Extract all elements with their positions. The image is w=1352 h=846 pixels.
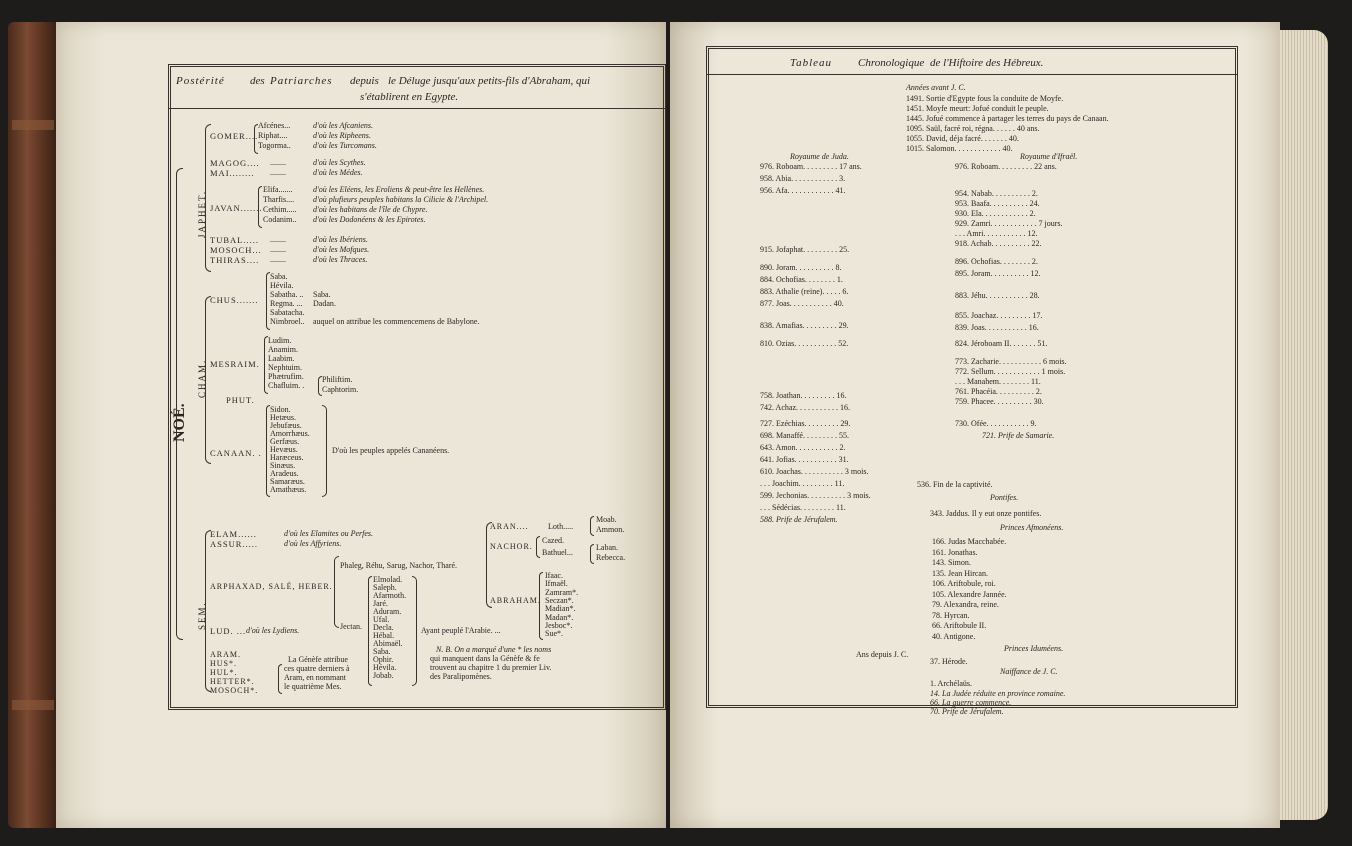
regma-son-dadan: Dadan. [313, 299, 336, 308]
madian: Madian*. [545, 604, 576, 613]
regma-son-saba: Saba. [313, 290, 331, 299]
jectan-son-9: Saba. [373, 647, 391, 656]
asmon-prince: 161. Jonathas. [932, 547, 978, 557]
juda-king: 599. Jechonias. . . . . . . . . . 3 mois. [760, 491, 871, 500]
left-title-1: Postérité [176, 75, 225, 87]
aradeus: Aradeus. [270, 469, 299, 478]
jectan-brace [368, 576, 372, 686]
javan-brace [258, 186, 262, 228]
israel-king: 953. Baafa. . . . . . . . . . 24. [955, 199, 1040, 208]
israel-heading: Royaume d'Ifraël. [1020, 152, 1078, 161]
israel-king: 759. Phacee. . . . . . . . . . 30. [955, 397, 1044, 406]
juda-king: 877. Joas. . . . . . . . . . . 40. [760, 299, 844, 308]
madan: Madan*. [545, 613, 574, 622]
jectan-son-11: Hévila. [373, 663, 397, 672]
genese-note-1: ces quatre derniers à [284, 664, 350, 673]
tubal: TUBAL..... [210, 235, 259, 245]
riphat: Riphat.... [258, 131, 288, 140]
israel-king: 773. Zacharie. . . . . . . . . . . 6 mois. [955, 357, 1067, 366]
jectan-son-0: Elmolad. [373, 575, 403, 584]
left-title-5: le Déluge jusqu'aux petits-fils d'Abraham, qui [388, 75, 591, 87]
tharfis: Tharfis.... [263, 195, 295, 204]
israel-king: 730. Ofée. . . . . . . . . . . 9. [955, 419, 1037, 428]
zamram: Zamram*. [545, 588, 579, 597]
juda-king: 610. Joachas. . . . . . . . . . . 3 mois. [760, 467, 869, 476]
jectan-son-6: Decla. [373, 623, 394, 632]
juda-king: 915. Jofaphat. . . . . . . . . 25. [760, 245, 850, 254]
after-2: 66. La guerre commence. [930, 698, 1012, 707]
juda-king: 956. Afa. . . . . . . . . . . . 41. [760, 186, 846, 195]
assur-desc: d'où les Affyriens. [284, 539, 342, 548]
left-title-4: depuis [350, 75, 379, 87]
javan: JAVAN....... [210, 203, 263, 213]
idum-heading: Princes Iduméens. [1004, 644, 1064, 653]
japhet-label: JAPHET. [197, 189, 207, 238]
bathuel: Bathuel... [542, 548, 573, 557]
mai-dots: ........ [270, 168, 286, 177]
top-line-5: 1015. Salomon. . . . . . . . . . . . 40. [906, 144, 1013, 153]
codanim-desc: d'où les Dodonéens & les Epirotes. [313, 215, 426, 224]
canaan-right-brace [322, 405, 327, 497]
jebufaeus: Jebufæus. [270, 421, 302, 430]
tubal-dots: ........ [270, 235, 286, 244]
seczan: Seczan*. [545, 596, 574, 605]
ans-depuis: Ans depuis J. C. [856, 650, 909, 659]
spine-band [12, 700, 54, 710]
juda-king: . . . Sédécias. . . . . . . . . 11. [760, 503, 846, 512]
afcenes: Afcénes... [258, 121, 291, 130]
cazed: Cazed. [542, 536, 564, 545]
hetaeus: Hetæus. [270, 413, 296, 422]
arabie-note: Ayant peuplé l'Arabie. ... [421, 626, 501, 635]
mai: MAI........ [210, 168, 255, 178]
isaac: Ifaac. [545, 571, 563, 580]
israel-king: 855. Joachaz. . . . . . . . . 17. [955, 311, 1043, 320]
israel-king: . . . Manahem. . . . . . . . 11. [955, 377, 1041, 386]
jectan-son-1: Saleph. [373, 583, 397, 592]
asmon-prince: 40. Antigone. [932, 631, 976, 641]
after-1: 14. La Judée réduite en province romaine. [930, 689, 1066, 698]
noe-label: NOÉ. [171, 403, 188, 442]
sem-label: SEM. [197, 601, 207, 630]
genese-note-3: le quatrième Mes. [284, 682, 342, 691]
right-title-2: Chronologique [858, 57, 925, 69]
thiras-desc: d'où les Thraces. [313, 255, 368, 264]
hevila: Hévila. [270, 281, 294, 290]
juda-king: 884. Ochofias. . . . . . . . 1. [760, 275, 843, 284]
spine-band [12, 120, 54, 130]
juda-king: 890. Joram. . . . . . . . . . 8. [760, 263, 842, 272]
riphat-desc: d'où les Ripheens. [313, 131, 371, 140]
mai-desc: d'où les Médes. [313, 168, 363, 177]
top-line-3: 1095. Saül, facré roi, régna. . . . . . 40 ans. [906, 124, 1040, 133]
gerfaeus: Gerfæus. [270, 437, 300, 446]
mosoch-desc: d'où les Mofques. [313, 245, 370, 254]
nimbroel: Nimbroel.. [270, 317, 305, 326]
juda-king: 641. Jofias. . . . . . . . . . . 31. [760, 455, 849, 464]
thiras-dots: ........ [270, 255, 286, 264]
asmon-prince: 106. Ariftobule, roi. [932, 579, 996, 588]
title-rule [168, 108, 666, 109]
israel-king: 883. Jéhu. . . . . . . . . . . 28. [955, 291, 1040, 300]
pontifes-heading: Pontifes. [990, 493, 1019, 502]
juda-heading: Royaume de Juda. [790, 152, 849, 161]
jectan-son-5: Ufal. [373, 615, 390, 624]
amathaeus: Amathæus. [270, 485, 307, 494]
chus: CHUS....... [210, 295, 259, 305]
israel-king: 895. Joram. . . . . . . . . . 12. [955, 269, 1041, 278]
top-line-1: 1451. Moyfe meurt: Jofué conduit le peuple. [906, 104, 1049, 113]
saba: Saba. [270, 272, 288, 281]
captivite: 536. Fin de la captivité. [917, 480, 993, 489]
asmon-prince: 66. Ariftobule II. [932, 621, 987, 630]
juda-king: 727. Ezéchias. . . . . . . . . 29. [760, 419, 851, 428]
cham-brace [205, 296, 211, 464]
israel-king: 839. Joas. . . . . . . . . . . 16. [955, 323, 1039, 332]
codanim: Codanim.. [263, 215, 297, 224]
asmon-prince: 166. Judas Macchabée. [932, 537, 1007, 546]
togorma-desc: d'où les Turcomans. [313, 141, 377, 150]
loth: Loth..... [548, 522, 574, 531]
sabatacha: Sabatacha. [270, 308, 305, 317]
asmon-prince: 105. Alexandre Jannée. [932, 589, 1007, 599]
regma: Regma. ... [270, 299, 303, 308]
laabim: Laabim. [268, 354, 295, 363]
jectan-son-12: Jobab. [373, 671, 394, 680]
cethim: Cethim..... [263, 205, 297, 214]
noe-brace [176, 168, 183, 640]
asmon-prince: 78. Hyrcan. [932, 610, 970, 620]
annees-heading: Années avant J. C. [906, 83, 966, 92]
aram: ARAM. [210, 650, 242, 659]
moab: Moab. [596, 515, 617, 524]
top-line-4: 1055. David, déja facré. . . . . . . 40. [906, 134, 1019, 143]
magog: MAGOG.... [210, 158, 260, 168]
israel-king: 954. Nabab. . . . . . . . . . 2. [955, 189, 1038, 198]
bathuel-brace [590, 544, 594, 564]
asmon-prince: 79. Alexandra, reine. [932, 600, 999, 609]
ludim: Ludim. [268, 336, 292, 345]
right-title-rule [706, 74, 1238, 75]
jectan-son-3: Jaré. [373, 599, 388, 608]
mosoch: MOSOCH... [210, 245, 262, 255]
tharfis-desc: d'où plufieurs peuples habitans la Cilicie & l'Archipel. [313, 195, 489, 204]
chafluim: Chafluim. . [268, 381, 305, 390]
asmon-prince: 135. Jean Hircan. [932, 568, 988, 578]
genese-note-2: Aram, en nommant [284, 673, 346, 682]
juda-king: . . . Joachim. . . . . . . . . 11. [760, 479, 845, 488]
cethim-desc: d'où les habitans de l'île de Chypre. [313, 205, 428, 214]
juda-king: 838. Amafias. . . . . . . . . 29. [760, 321, 849, 330]
left-title-2: des [250, 75, 265, 87]
elam-desc: d'où les Elamites ou Perfes. [284, 529, 374, 538]
laban: Laban. [596, 543, 618, 552]
israel-king: 930. Ela. . . . . . . . . . . . 2. [955, 209, 1036, 218]
canaan-desc: D'où les peuples appelés Cananéens. [332, 446, 450, 455]
israel-king: 761. Phacéia. . . . . . . . . . 2. [955, 387, 1042, 396]
jesboc: Jesboc*. [545, 621, 573, 630]
nimrod-desc: auquel on attribue les commencemens de Babylone. [313, 317, 480, 326]
sue: Sue*. [545, 629, 563, 638]
nb-note-3: des Paralipomènes. [430, 672, 492, 681]
magog-dots: ........ [270, 158, 286, 167]
thiras: THIRAS.... [210, 255, 260, 265]
israel-king: 918. Achab. . . . . . . . . . 22. [955, 239, 1042, 248]
rebecca: Rebecca. [596, 553, 626, 562]
israel-king: 929. Zamri. . . . . . . . . . . . 7 jours. [955, 219, 1063, 228]
mosoch-dots: ........ [270, 245, 286, 254]
philiftim: Philiftim. [322, 375, 353, 384]
haraeceus: Haræceus. [270, 453, 304, 462]
nachor-brace [536, 536, 540, 558]
israel-king: 896. Ochofias. . . . . . . . 2. [955, 257, 1038, 266]
top-line-2: 1445. Jofué commence à partager les terres du pays de Canaan. [906, 114, 1109, 123]
samaraeus: Samaræus. [270, 477, 305, 486]
herode: 37. Hérode. [930, 657, 968, 666]
nachor: NACHOR. [490, 542, 533, 551]
juda-king: 698. Manaffé. . . . . . . . . 55. [760, 431, 849, 440]
ismael: Ifmaël. [545, 579, 568, 588]
jectan-son-4: Aduram. [373, 607, 402, 616]
juda-king: 883. Athalie (reine). . . . . 6. [760, 287, 849, 296]
elifa-desc: d'où les Eléens, les Eroliens & peut-être les Hellènes. [313, 185, 485, 194]
juda-king: 958. Abia. . . . . . . . . . . . 3. [760, 174, 846, 183]
sidon: Sidon. [270, 405, 291, 414]
ammon: Ammon. [596, 525, 625, 534]
abraham-brace [539, 572, 543, 640]
jectan-son-2: Afarmoth. [373, 591, 407, 600]
phaleg-line: Phaleg, Réhu, Sarug, Nachor, Tharé. [340, 561, 458, 570]
juda-king: 976. Roboam. . . . . . . . . 17 ans. [760, 162, 862, 171]
jectan-son-10: Ophir. [373, 655, 394, 664]
after-3: 70. Prife de Jérufalem. [930, 707, 1004, 716]
hul: HUL*. [210, 668, 238, 677]
sinaeus: Sinæus. [270, 461, 296, 470]
jectan: Jectan. [340, 622, 362, 631]
left-title-6: s'établirent en Egypte. [360, 91, 459, 103]
jectan-son-8: Abimaël. [373, 639, 403, 648]
elam: ELAM...... [210, 529, 257, 539]
gomer: GOMER.... [210, 131, 259, 141]
phaetrufim: Phætrufim. [268, 372, 304, 381]
genese-note-0: La Génèfe attribue [288, 655, 348, 664]
after-0: 1. Archélaüs. [930, 679, 972, 688]
naissance-heading: Naiffance de J. C. [1000, 667, 1058, 676]
israel-king: 824. Jéroboam II. . . . . . . 51. [955, 339, 1048, 348]
nephtuim: Nephtuim. [268, 363, 302, 372]
top-line-0: 1491. Sortie d'Egypte fous la conduite de Moyfe. [906, 94, 1064, 103]
mesraim: MESRAIM. [210, 359, 260, 369]
anamim: Anamim. [268, 345, 298, 354]
juda-king: 758. Joathan. . . . . . . . . 16. [760, 391, 847, 400]
left-title-3: Patriarches [270, 75, 333, 87]
aran: ARAN.... [490, 522, 529, 531]
hetter: HETTER*. [210, 677, 255, 686]
lud-desc: d'où les Lydiens. [246, 626, 300, 635]
juda-end: 588. Prife de Jérufalem. [760, 515, 838, 524]
israel-end: 721. Prife de Samarie. [982, 431, 1055, 440]
hevaeus: Hevæus. [270, 445, 298, 454]
israel-king: . . . Amri. . . . . . . . . . . 12. [955, 229, 1038, 238]
juda-king: 742. Achaz. . . . . . . . . . . 16. [760, 403, 850, 412]
jaddus: 343. Jaddus. Il y eut onze pontifes. [930, 509, 1042, 518]
mosoch-sem: MOSOCH*. [210, 686, 259, 695]
lud: LUD. ... [210, 626, 247, 636]
aram-brace [278, 664, 282, 694]
loth-brace [590, 516, 594, 536]
phut: PHUT. [226, 395, 255, 405]
asmon-prince: 143. Simon. [932, 558, 971, 567]
caphtorim: Caphtorim. [322, 385, 359, 394]
israel-king: 772. Sellum. . . . . . . . . . . . 1 mois. [955, 367, 1066, 376]
cham-label: CHAM. [197, 358, 207, 398]
tubal-desc: d'où les Ibériens. [313, 235, 368, 244]
right-title-1: Tableau [790, 57, 833, 69]
hus: HUS*. [210, 659, 238, 668]
nb-note-0: N. B. On a marqué d'une * les noms [436, 645, 552, 654]
togorma: Togorma.. [258, 141, 291, 150]
asmon-heading: Princes Afmonéens. [1000, 523, 1064, 532]
elifa: Elifa....... [263, 185, 293, 194]
canaan: CANAAN. . [210, 448, 262, 458]
juda-king: 643. Amon. . . . . . . . . . . 2. [760, 443, 846, 452]
nb-note-2: trouvent au chapitre 1 du premier Liv. [430, 663, 552, 672]
juda-king: 810. Ozias. . . . . . . . . . . 52. [760, 339, 849, 348]
assur: ASSUR..... [210, 539, 259, 549]
nb-note-1: qui manquent dans la Génèfe & fe [430, 654, 540, 663]
jectan-son-7: Hébal. [373, 631, 395, 640]
arphaxad: ARPHAXAD, SALÉ, HEBER. [210, 582, 333, 591]
right-title-3: de l'Hiftoire des Hébreux. [930, 57, 1044, 69]
sabatha: Sabatha. .. [270, 290, 304, 299]
jectan-right-brace [412, 576, 417, 686]
heber-brace [334, 556, 339, 628]
abraham: ABRAHAM. [490, 596, 541, 605]
afcenes-desc: d'où les Afcaniens. [313, 121, 373, 130]
magog-desc: d'où les Scythes. [313, 158, 366, 167]
israel-king: 976. Roboam. . . . . . . . . 22 ans. [955, 162, 1057, 171]
amorrhaeus: Amorrhæus. [270, 429, 310, 438]
